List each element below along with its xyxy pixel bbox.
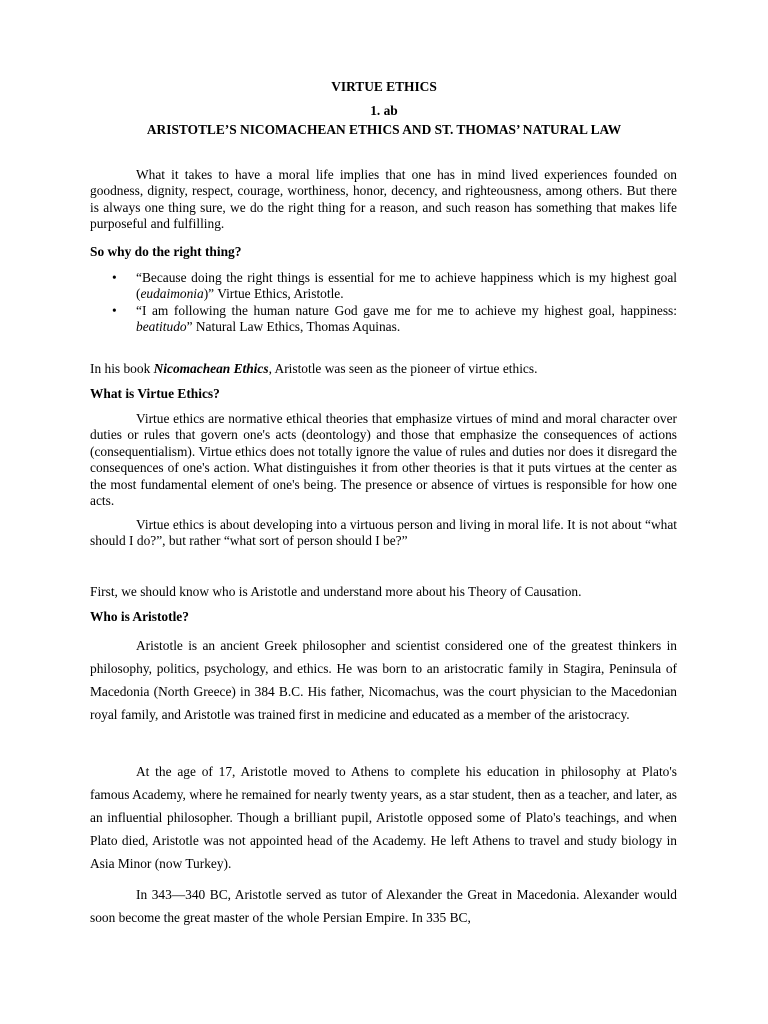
transition-sentence: First, we should know who is Aristotle and understand more about his Theory of Causation. [90, 584, 582, 599]
aristotle-heading: Who is Aristotle? [90, 609, 189, 624]
question-heading: So why do the right thing? [90, 244, 242, 259]
section-title: ARISTOTLE’S NICOMACHEAN ETHICS AND ST. THOMAS’ NATURAL LAW [146, 122, 622, 137]
section-number: 1. ab [370, 103, 398, 118]
document-title: VIRTUE ETHICS [331, 79, 437, 94]
bullet-text: “I am following the human nature God gave me for me to achieve my highest goal, happiness: beatitudo” Natural Law Ethics, Thomas Aquinas. [136, 303, 677, 335]
aristotle-paragraph-2: At the age of 17, Aristotle moved to Athens to complete his education in philosophy at Plato's famous Academy, where he remained for nearly twenty years, as a star student, then as a teacher, and later, as an influential philosopher. Though a brilliant pupil, Aristotle opposed some of Plato's teachings, and when Plato died, Aristotle was not appointed head of the Academy. He left Athens to travel and study biology in Asia Minor (now Turkey). [90, 764, 677, 871]
book-sentence: In his book Nicomachean Ethics, Aristotle was seen as the pioneer of virtue ethics. [90, 361, 538, 376]
bullet-icon: • [112, 303, 117, 318]
aristotle-paragraph-1: Aristotle is an ancient Greek philosopher and scientist considered one of the greatest thinkers in philosophy, politics, psychology, and ethics. He was born to an aristocratic family in Stagira, Peninsula of Macedonia (North Greece) in 384 B.C. His father, Nicomachus, was the court physician to the Macedonian royal family, and Aristotle was trained first in medicine and educated as a member of the aristocracy. [90, 638, 677, 722]
virtue-ethics-paragraph: Virtue ethics are normative ethical theories that emphasize virtues of mind and moral character over duties or rules that govern one's acts (deontology) and those that emphasize the consequences of actions (consequentialism). Virtue ethics does not totally ignore the value of rules and duties nor does it disregard the consequences of one's action. What distinguishes it from other theories is that it puts virtues at the center as the most fundamental element of one's being. The presence or absence of virtues is responsible for how one acts. [90, 411, 677, 509]
virtue-ethics-heading: What is Virtue Ethics? [90, 386, 220, 401]
virtue-ethics-paragraph-2: Virtue ethics is about developing into a virtuous person and living in moral life. It is not about “what should I do?”, but rather “what sort of person should I be?” [90, 517, 677, 549]
intro-paragraph: What it takes to have a moral life implies that one has in mind lived experiences founded on goodness, dignity, respect, courage, worthiness, honor, decency, and righteousness, among others. But there is always one thing sure, we do the right thing for a reason, and such reason has something that makes life purposeful and fulfilling. [90, 167, 677, 232]
bullet-icon: • [112, 270, 117, 285]
bullet-text: “Because doing the right things is essential for me to achieve happiness which is my highest goal (eudaimonia)” Virtue Ethics, Aristotle. [136, 270, 677, 302]
aristotle-paragraph-3: In 343—340 BC, Aristotle served as tutor of Alexander the Great in Macedonia. Alexander would soon become the great master of the whole Persian Empire. In 335 BC, [90, 887, 677, 925]
